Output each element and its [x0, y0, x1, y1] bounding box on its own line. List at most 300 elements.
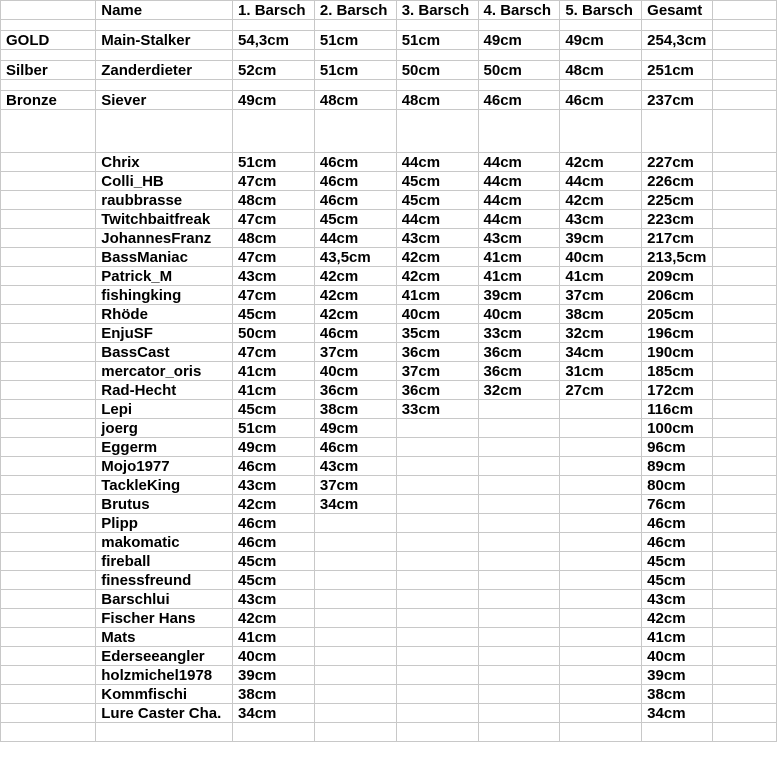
- barsch-5-cell[interactable]: 38cm: [560, 305, 642, 324]
- barsch-1-cell[interactable]: 39cm: [233, 666, 315, 685]
- empty-cell[interactable]: [96, 50, 233, 61]
- angler-name-cell[interactable]: BassCast: [96, 343, 233, 362]
- barsch-4-cell[interactable]: [478, 647, 560, 666]
- barsch-3-cell[interactable]: 33cm: [396, 400, 478, 419]
- angler-name-cell[interactable]: Eggerm: [96, 438, 233, 457]
- barsch-5-cell[interactable]: 42cm: [560, 191, 642, 210]
- angler-name-cell[interactable]: Rhöde: [96, 305, 233, 324]
- rank-cell[interactable]: Bronze: [1, 91, 96, 110]
- empty-cell[interactable]: [233, 80, 315, 91]
- barsch-5-cell[interactable]: 40cm: [560, 248, 642, 267]
- barsch-1-cell[interactable]: 51cm: [233, 419, 315, 438]
- total-cell[interactable]: 40cm: [642, 647, 713, 666]
- empty-cell[interactable]: [713, 286, 777, 305]
- empty-cell[interactable]: [713, 533, 777, 552]
- empty-cell[interactable]: [1, 324, 96, 343]
- empty-cell[interactable]: [1, 704, 96, 723]
- barsch-4-cell[interactable]: [478, 438, 560, 457]
- barsch-5-cell[interactable]: [560, 476, 642, 495]
- barsch-3-cell[interactable]: 36cm: [396, 343, 478, 362]
- barsch-3-cell[interactable]: 44cm: [396, 153, 478, 172]
- barsch-2-cell[interactable]: 43cm: [314, 457, 396, 476]
- barsch-5-cell[interactable]: 49cm: [560, 31, 642, 50]
- barsch-3-cell[interactable]: 43cm: [396, 229, 478, 248]
- barsch-2-cell[interactable]: 42cm: [314, 305, 396, 324]
- total-cell[interactable]: 34cm: [642, 704, 713, 723]
- barsch-3-cell[interactable]: [396, 628, 478, 647]
- empty-cell[interactable]: [713, 609, 777, 628]
- total-cell[interactable]: 254,3cm: [642, 31, 713, 50]
- angler-name-cell[interactable]: holzmichel1978: [96, 666, 233, 685]
- barsch-1-cell[interactable]: 50cm: [233, 324, 315, 343]
- empty-cell[interactable]: [1, 457, 96, 476]
- barsch-1-cell[interactable]: 34cm: [233, 704, 315, 723]
- barsch-4-cell[interactable]: [478, 552, 560, 571]
- barsch-1-cell[interactable]: 38cm: [233, 685, 315, 704]
- empty-cell[interactable]: [713, 704, 777, 723]
- empty-cell[interactable]: [1, 476, 96, 495]
- rank-cell[interactable]: Silber: [1, 61, 96, 80]
- empty-cell[interactable]: [713, 419, 777, 438]
- angler-name-cell[interactable]: fishingking: [96, 286, 233, 305]
- total-cell[interactable]: 227cm: [642, 153, 713, 172]
- empty-cell[interactable]: [396, 723, 478, 742]
- empty-cell[interactable]: [1, 609, 96, 628]
- total-cell[interactable]: 190cm: [642, 343, 713, 362]
- barsch-4-cell[interactable]: [478, 400, 560, 419]
- barsch-1-cell[interactable]: 41cm: [233, 381, 315, 400]
- empty-cell[interactable]: [96, 80, 233, 91]
- angler-name-cell[interactable]: Kommfischi: [96, 685, 233, 704]
- barsch-4-cell[interactable]: 44cm: [478, 153, 560, 172]
- empty-cell[interactable]: [713, 61, 777, 80]
- empty-cell[interactable]: [713, 666, 777, 685]
- barsch-2-cell[interactable]: [314, 590, 396, 609]
- barsch-3-cell[interactable]: [396, 514, 478, 533]
- barsch-1-cell[interactable]: 47cm: [233, 248, 315, 267]
- barsch-5-cell[interactable]: 48cm: [560, 61, 642, 80]
- total-cell[interactable]: 43cm: [642, 590, 713, 609]
- empty-cell[interactable]: [1, 343, 96, 362]
- barsch-5-cell[interactable]: 41cm: [560, 267, 642, 286]
- angler-name-cell[interactable]: Ederseeangler: [96, 647, 233, 666]
- barsch-1-cell[interactable]: 49cm: [233, 91, 315, 110]
- barsch-5-cell[interactable]: [560, 533, 642, 552]
- barsch-3-cell[interactable]: [396, 495, 478, 514]
- barsch-2-cell[interactable]: [314, 533, 396, 552]
- total-cell[interactable]: 205cm: [642, 305, 713, 324]
- barsch-4-cell[interactable]: 41cm: [478, 267, 560, 286]
- total-cell[interactable]: 100cm: [642, 419, 713, 438]
- total-cell[interactable]: 39cm: [642, 666, 713, 685]
- empty-cell[interactable]: [233, 110, 315, 153]
- angler-name-cell[interactable]: Siever: [96, 91, 233, 110]
- barsch-1-cell[interactable]: 45cm: [233, 571, 315, 590]
- barsch-3-cell[interactable]: 50cm: [396, 61, 478, 80]
- barsch-1-cell[interactable]: 45cm: [233, 400, 315, 419]
- barsch-5-cell[interactable]: [560, 571, 642, 590]
- angler-name-cell[interactable]: Chrix: [96, 153, 233, 172]
- empty-cell[interactable]: [713, 514, 777, 533]
- total-cell[interactable]: 45cm: [642, 552, 713, 571]
- barsch-3-cell[interactable]: [396, 476, 478, 495]
- barsch-1-cell[interactable]: 48cm: [233, 229, 315, 248]
- empty-cell[interactable]: [1, 110, 96, 153]
- empty-cell[interactable]: [1, 723, 96, 742]
- barsch-5-cell[interactable]: [560, 685, 642, 704]
- barsch-5-cell[interactable]: 32cm: [560, 324, 642, 343]
- empty-cell[interactable]: [713, 362, 777, 381]
- barsch-4-cell[interactable]: [478, 476, 560, 495]
- barsch-4-cell[interactable]: 39cm: [478, 286, 560, 305]
- barsch-5-cell[interactable]: [560, 514, 642, 533]
- barsch-5-cell[interactable]: [560, 666, 642, 685]
- empty-cell[interactable]: [560, 723, 642, 742]
- barsch-5-cell[interactable]: 31cm: [560, 362, 642, 381]
- empty-cell[interactable]: [713, 248, 777, 267]
- barsch-3-cell[interactable]: [396, 552, 478, 571]
- empty-cell[interactable]: [713, 381, 777, 400]
- empty-cell[interactable]: [713, 20, 777, 31]
- empty-cell[interactable]: [1, 438, 96, 457]
- empty-cell[interactable]: [1, 571, 96, 590]
- barsch-1-cell[interactable]: 42cm: [233, 495, 315, 514]
- angler-name-cell[interactable]: Twitchbaitfreak: [96, 210, 233, 229]
- barsch-4-cell[interactable]: 50cm: [478, 61, 560, 80]
- barsch-3-cell[interactable]: [396, 647, 478, 666]
- empty-cell[interactable]: [1, 666, 96, 685]
- barsch-3-cell[interactable]: 41cm: [396, 286, 478, 305]
- empty-cell[interactable]: [713, 723, 777, 742]
- barsch-3-cell[interactable]: [396, 590, 478, 609]
- barsch-4-cell[interactable]: 44cm: [478, 191, 560, 210]
- barsch-2-cell[interactable]: [314, 685, 396, 704]
- name-header-cell[interactable]: Name: [96, 1, 233, 20]
- barsch-3-header-cell[interactable]: 3. Barsch: [396, 1, 478, 20]
- empty-cell[interactable]: [713, 153, 777, 172]
- barsch-5-cell[interactable]: [560, 438, 642, 457]
- barsch-2-cell[interactable]: 46cm: [314, 191, 396, 210]
- barsch-2-cell[interactable]: 43,5cm: [314, 248, 396, 267]
- barsch-1-cell[interactable]: 45cm: [233, 552, 315, 571]
- total-cell[interactable]: 116cm: [642, 400, 713, 419]
- angler-name-cell[interactable]: TackleKing: [96, 476, 233, 495]
- barsch-5-cell[interactable]: [560, 704, 642, 723]
- empty-cell[interactable]: [1, 419, 96, 438]
- empty-cell[interactable]: [96, 723, 233, 742]
- angler-name-cell[interactable]: EnjuSF: [96, 324, 233, 343]
- angler-name-cell[interactable]: raubbrasse: [96, 191, 233, 210]
- angler-name-cell[interactable]: Lure Caster Cha.: [96, 704, 233, 723]
- barsch-3-cell[interactable]: [396, 666, 478, 685]
- empty-cell[interactable]: [713, 31, 777, 50]
- barsch-2-cell[interactable]: [314, 552, 396, 571]
- barsch-1-cell[interactable]: 52cm: [233, 61, 315, 80]
- barsch-4-header-cell[interactable]: 4. Barsch: [478, 1, 560, 20]
- empty-cell[interactable]: [396, 110, 478, 153]
- rank-cell[interactable]: GOLD: [1, 31, 96, 50]
- empty-cell[interactable]: [713, 305, 777, 324]
- total-cell[interactable]: 223cm: [642, 210, 713, 229]
- empty-cell[interactable]: [1, 552, 96, 571]
- barsch-2-cell[interactable]: 42cm: [314, 267, 396, 286]
- barsch-4-cell[interactable]: 32cm: [478, 381, 560, 400]
- total-cell[interactable]: 209cm: [642, 267, 713, 286]
- barsch-4-cell[interactable]: [478, 704, 560, 723]
- angler-name-cell[interactable]: finessfreund: [96, 571, 233, 590]
- barsch-1-cell[interactable]: 45cm: [233, 305, 315, 324]
- barsch-4-cell[interactable]: 36cm: [478, 343, 560, 362]
- barsch-3-cell[interactable]: 44cm: [396, 210, 478, 229]
- total-cell[interactable]: 217cm: [642, 229, 713, 248]
- barsch-3-cell[interactable]: 42cm: [396, 267, 478, 286]
- total-cell[interactable]: 226cm: [642, 172, 713, 191]
- empty-cell[interactable]: [642, 20, 713, 31]
- total-cell[interactable]: 213,5cm: [642, 248, 713, 267]
- barsch-5-cell[interactable]: [560, 590, 642, 609]
- empty-cell[interactable]: [1, 191, 96, 210]
- barsch-2-header-cell[interactable]: 2. Barsch: [314, 1, 396, 20]
- barsch-5-header-cell[interactable]: 5. Barsch: [560, 1, 642, 20]
- barsch-4-cell[interactable]: [478, 685, 560, 704]
- empty-cell[interactable]: [96, 20, 233, 31]
- barsch-3-cell[interactable]: 40cm: [396, 305, 478, 324]
- empty-cell[interactable]: [713, 647, 777, 666]
- barsch-2-cell[interactable]: [314, 571, 396, 590]
- barsch-4-cell[interactable]: 49cm: [478, 31, 560, 50]
- barsch-4-cell[interactable]: 40cm: [478, 305, 560, 324]
- empty-cell[interactable]: [1, 267, 96, 286]
- barsch-2-cell[interactable]: 36cm: [314, 381, 396, 400]
- empty-cell[interactable]: [233, 20, 315, 31]
- barsch-3-cell[interactable]: [396, 685, 478, 704]
- barsch-1-cell[interactable]: 43cm: [233, 476, 315, 495]
- total-cell[interactable]: 206cm: [642, 286, 713, 305]
- empty-cell[interactable]: [713, 590, 777, 609]
- barsch-2-cell[interactable]: [314, 609, 396, 628]
- barsch-5-cell[interactable]: [560, 647, 642, 666]
- empty-cell[interactable]: [642, 80, 713, 91]
- angler-name-cell[interactable]: makomatic: [96, 533, 233, 552]
- empty-cell[interactable]: [713, 91, 777, 110]
- barsch-5-cell[interactable]: 34cm: [560, 343, 642, 362]
- angler-name-cell[interactable]: Main-Stalker: [96, 31, 233, 50]
- barsch-2-cell[interactable]: 42cm: [314, 286, 396, 305]
- angler-name-cell[interactable]: Rad-Hecht: [96, 381, 233, 400]
- angler-name-cell[interactable]: Mats: [96, 628, 233, 647]
- empty-cell[interactable]: [396, 20, 478, 31]
- barsch-5-cell[interactable]: [560, 457, 642, 476]
- barsch-3-cell[interactable]: [396, 609, 478, 628]
- barsch-4-cell[interactable]: [478, 457, 560, 476]
- barsch-3-cell[interactable]: [396, 533, 478, 552]
- barsch-4-cell[interactable]: [478, 419, 560, 438]
- angler-name-cell[interactable]: Barschlui: [96, 590, 233, 609]
- barsch-1-cell[interactable]: 54,3cm: [233, 31, 315, 50]
- angler-name-cell[interactable]: Mojo1977: [96, 457, 233, 476]
- empty-cell[interactable]: [642, 50, 713, 61]
- barsch-5-cell[interactable]: [560, 419, 642, 438]
- barsch-4-cell[interactable]: [478, 590, 560, 609]
- barsch-1-cell[interactable]: 47cm: [233, 172, 315, 191]
- barsch-3-cell[interactable]: [396, 571, 478, 590]
- angler-name-cell[interactable]: Plipp: [96, 514, 233, 533]
- barsch-2-cell[interactable]: 38cm: [314, 400, 396, 419]
- barsch-5-cell[interactable]: [560, 400, 642, 419]
- empty-cell[interactable]: [314, 80, 396, 91]
- barsch-5-cell[interactable]: 37cm: [560, 286, 642, 305]
- barsch-1-cell[interactable]: 40cm: [233, 647, 315, 666]
- empty-cell[interactable]: [713, 495, 777, 514]
- total-cell[interactable]: 80cm: [642, 476, 713, 495]
- barsch-3-cell[interactable]: [396, 438, 478, 457]
- barsch-4-cell[interactable]: 33cm: [478, 324, 560, 343]
- empty-cell[interactable]: [478, 110, 560, 153]
- total-cell[interactable]: 96cm: [642, 438, 713, 457]
- barsch-2-cell[interactable]: [314, 666, 396, 685]
- angler-name-cell[interactable]: mercator_oris: [96, 362, 233, 381]
- empty-cell[interactable]: [642, 723, 713, 742]
- empty-cell[interactable]: [1, 50, 96, 61]
- barsch-3-cell[interactable]: 35cm: [396, 324, 478, 343]
- empty-cell[interactable]: [1, 305, 96, 324]
- empty-cell[interactable]: [713, 343, 777, 362]
- empty-cell[interactable]: [314, 50, 396, 61]
- empty-cell[interactable]: [233, 723, 315, 742]
- empty-cell[interactable]: [1, 514, 96, 533]
- barsch-5-cell[interactable]: [560, 609, 642, 628]
- barsch-2-cell[interactable]: 44cm: [314, 229, 396, 248]
- rank-header-cell[interactable]: [1, 1, 96, 20]
- empty-cell[interactable]: [642, 110, 713, 153]
- barsch-4-cell[interactable]: [478, 495, 560, 514]
- empty-cell[interactable]: [478, 20, 560, 31]
- empty-cell[interactable]: [713, 685, 777, 704]
- barsch-4-cell[interactable]: 36cm: [478, 362, 560, 381]
- angler-name-cell[interactable]: Fischer Hans: [96, 609, 233, 628]
- barsch-5-cell[interactable]: 46cm: [560, 91, 642, 110]
- total-cell[interactable]: 251cm: [642, 61, 713, 80]
- barsch-4-cell[interactable]: [478, 533, 560, 552]
- empty-cell[interactable]: [478, 723, 560, 742]
- angler-name-cell[interactable]: Patrick_M: [96, 267, 233, 286]
- total-cell[interactable]: 196cm: [642, 324, 713, 343]
- empty-cell[interactable]: [1, 153, 96, 172]
- empty-cell[interactable]: [1, 628, 96, 647]
- barsch-2-cell[interactable]: 46cm: [314, 324, 396, 343]
- barsch-4-cell[interactable]: [478, 514, 560, 533]
- empty-cell[interactable]: [1, 362, 96, 381]
- barsch-1-header-cell[interactable]: 1. Barsch: [233, 1, 315, 20]
- angler-name-cell[interactable]: JohannesFranz: [96, 229, 233, 248]
- empty-cell[interactable]: [560, 110, 642, 153]
- empty-cell[interactable]: [1, 20, 96, 31]
- empty-cell[interactable]: [713, 50, 777, 61]
- empty-cell[interactable]: [1, 400, 96, 419]
- empty-cell[interactable]: [1, 685, 96, 704]
- empty-cell[interactable]: [396, 50, 478, 61]
- empty-cell[interactable]: [713, 324, 777, 343]
- total-cell[interactable]: 42cm: [642, 609, 713, 628]
- barsch-1-cell[interactable]: 42cm: [233, 609, 315, 628]
- barsch-3-cell[interactable]: [396, 419, 478, 438]
- empty-cell[interactable]: [713, 191, 777, 210]
- total-cell[interactable]: 41cm: [642, 628, 713, 647]
- empty-cell[interactable]: [713, 438, 777, 457]
- barsch-2-cell[interactable]: 46cm: [314, 438, 396, 457]
- empty-cell[interactable]: [713, 476, 777, 495]
- total-cell[interactable]: 237cm: [642, 91, 713, 110]
- empty-cell[interactable]: [1, 381, 96, 400]
- barsch-5-cell[interactable]: 43cm: [560, 210, 642, 229]
- barsch-3-cell[interactable]: 36cm: [396, 381, 478, 400]
- barsch-1-cell[interactable]: 43cm: [233, 267, 315, 286]
- barsch-2-cell[interactable]: 45cm: [314, 210, 396, 229]
- barsch-2-cell[interactable]: 49cm: [314, 419, 396, 438]
- total-cell[interactable]: 225cm: [642, 191, 713, 210]
- empty-cell[interactable]: [713, 628, 777, 647]
- angler-name-cell[interactable]: joerg: [96, 419, 233, 438]
- barsch-2-cell[interactable]: 51cm: [314, 31, 396, 50]
- barsch-2-cell[interactable]: [314, 628, 396, 647]
- barsch-4-cell[interactable]: [478, 628, 560, 647]
- barsch-3-cell[interactable]: 42cm: [396, 248, 478, 267]
- barsch-1-cell[interactable]: 46cm: [233, 514, 315, 533]
- empty-cell[interactable]: [478, 80, 560, 91]
- barsch-3-cell[interactable]: [396, 704, 478, 723]
- angler-name-cell[interactable]: Brutus: [96, 495, 233, 514]
- barsch-2-cell[interactable]: 46cm: [314, 153, 396, 172]
- empty-cell[interactable]: [1, 590, 96, 609]
- barsch-1-cell[interactable]: 41cm: [233, 362, 315, 381]
- empty-cell[interactable]: [1, 495, 96, 514]
- empty-cell[interactable]: [1, 172, 96, 191]
- angler-name-cell[interactable]: fireball: [96, 552, 233, 571]
- empty-cell[interactable]: [1, 533, 96, 552]
- total-cell[interactable]: 172cm: [642, 381, 713, 400]
- empty-cell[interactable]: [713, 80, 777, 91]
- barsch-5-cell[interactable]: 39cm: [560, 229, 642, 248]
- barsch-5-cell[interactable]: [560, 495, 642, 514]
- angler-name-cell[interactable]: Colli_HB: [96, 172, 233, 191]
- barsch-4-cell[interactable]: 44cm: [478, 210, 560, 229]
- barsch-1-cell[interactable]: 46cm: [233, 457, 315, 476]
- barsch-5-cell[interactable]: 44cm: [560, 172, 642, 191]
- total-cell[interactable]: 46cm: [642, 514, 713, 533]
- empty-cell[interactable]: [713, 110, 777, 153]
- empty-cell[interactable]: [478, 50, 560, 61]
- total-header-cell[interactable]: Gesamt: [642, 1, 713, 20]
- empty-cell[interactable]: [1, 647, 96, 666]
- barsch-2-cell[interactable]: 37cm: [314, 476, 396, 495]
- barsch-2-cell[interactable]: [314, 647, 396, 666]
- total-cell[interactable]: 38cm: [642, 685, 713, 704]
- angler-name-cell[interactable]: Zanderdieter: [96, 61, 233, 80]
- barsch-1-cell[interactable]: 43cm: [233, 590, 315, 609]
- barsch-5-cell[interactable]: [560, 552, 642, 571]
- angler-name-cell[interactable]: BassManiac: [96, 248, 233, 267]
- barsch-2-cell[interactable]: 40cm: [314, 362, 396, 381]
- barsch-2-cell[interactable]: 37cm: [314, 343, 396, 362]
- empty-cell[interactable]: [314, 110, 396, 153]
- barsch-5-cell[interactable]: [560, 628, 642, 647]
- barsch-2-cell[interactable]: 48cm: [314, 91, 396, 110]
- barsch-3-cell[interactable]: 37cm: [396, 362, 478, 381]
- barsch-3-cell[interactable]: 45cm: [396, 172, 478, 191]
- barsch-1-cell[interactable]: 41cm: [233, 628, 315, 647]
- empty-cell[interactable]: [1, 80, 96, 91]
- empty-cell[interactable]: [713, 210, 777, 229]
